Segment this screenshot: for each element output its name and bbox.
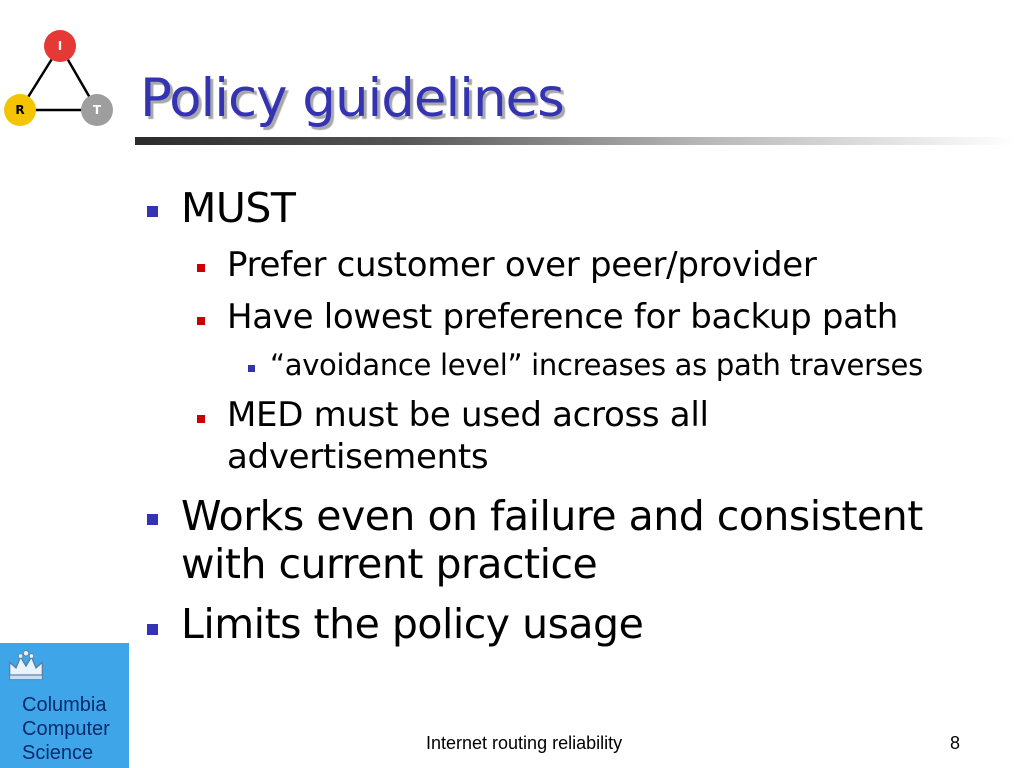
bullet-square-icon <box>197 317 205 325</box>
bullet-text: MUST <box>181 184 296 232</box>
columbia-cs-wordmark <box>22 693 110 765</box>
slide-number: 8 <box>950 733 961 753</box>
slide-footer: Internet routing reliability <box>426 733 623 753</box>
logo-label-i: I <box>57 39 63 53</box>
bullet-text-line-2: advertisements <box>227 437 489 477</box>
columbia-cs-logo <box>0 643 129 768</box>
bullet-square-icon <box>248 365 255 372</box>
bullet-text-line-1: Works even on failure and consistent <box>181 492 923 540</box>
bullet-square-icon <box>147 514 158 525</box>
wordmark-line-1: Columbia <box>22 694 107 716</box>
bullet-square-icon <box>197 264 205 272</box>
bullet-text-line-2: with current practice <box>181 540 598 588</box>
wordmark-line-3: Science <box>22 742 94 764</box>
logo-label-r: R <box>15 103 25 117</box>
bullet-text: Limits the policy usage <box>181 600 644 648</box>
bullet-text: Prefer customer over peer/provider <box>227 245 817 285</box>
bullet-square-icon <box>147 624 158 635</box>
bullet-text: “avoidance level” increases as path traverses <box>270 348 923 382</box>
crown-icon <box>6 649 46 683</box>
bullet-square-icon <box>197 415 205 423</box>
bullet-text-line-1: MED must be used across all <box>227 395 709 435</box>
logo-label-t: T <box>92 103 102 117</box>
slide-title: Policy guidelines <box>140 68 564 129</box>
bullet-square-icon <box>147 206 158 217</box>
irt-triangle-logo <box>0 28 120 138</box>
bullet-text: Have lowest preference for backup path <box>227 297 898 337</box>
wordmark-line-2: Computer <box>22 718 110 740</box>
title-underline <box>135 137 1015 145</box>
